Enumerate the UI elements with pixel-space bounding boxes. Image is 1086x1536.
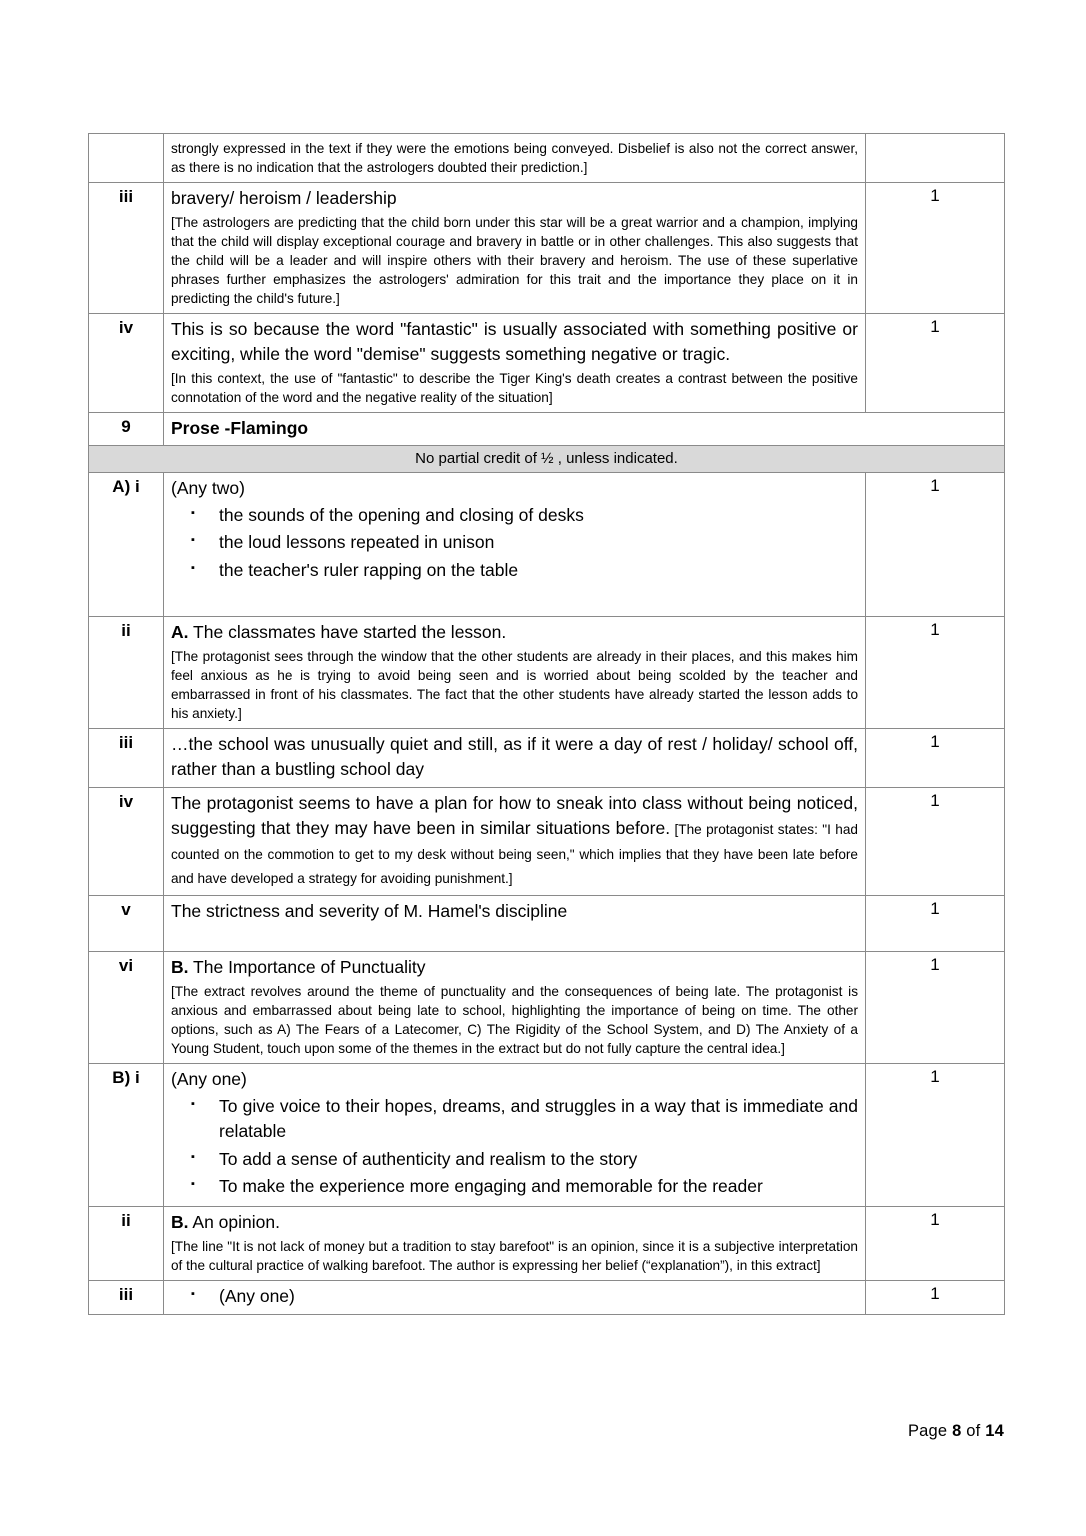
- list-item: [171, 1284, 858, 1309]
- marking-scheme-table: [88, 133, 1005, 1315]
- list-item: [171, 530, 858, 555]
- row-body-cell: [164, 617, 866, 729]
- section-header-row: [89, 412, 1005, 445]
- row-mark-cell: 1: [866, 1281, 1005, 1315]
- answer-text: [171, 620, 858, 645]
- row-number-cell: iv: [89, 787, 164, 895]
- commentary-text: [In this context, the use of "fantastic" to describe the Tiger King's death creates a contrast between the positive connotation of the word and the negative reality of the situation]: [171, 370, 858, 405]
- list-item: [171, 1094, 858, 1145]
- table-row: [89, 952, 1005, 1064]
- section-title-cell: [164, 412, 1005, 445]
- list-item-label: the sounds of the opening and closing of desks: [219, 505, 584, 526]
- row-mark-cell: 1: [866, 1064, 1005, 1207]
- row-body-cell: [164, 1207, 866, 1281]
- answer-text: This is so because the word "fantastic" is usually associated with something positive or exciting, while the word "demise" suggests something negative or tragic.: [171, 319, 858, 364]
- row-body-cell: [164, 314, 866, 413]
- row-number-cell: iii: [89, 729, 164, 788]
- row-mark-cell: [866, 134, 1005, 183]
- row-number-cell: vi: [89, 952, 164, 1064]
- row-mark-cell: 1: [866, 952, 1005, 1064]
- answer-text: (Any one): [171, 1069, 247, 1090]
- table-row: [89, 617, 1005, 729]
- list-item-label: the teacher's ruler rapping on the table: [219, 559, 519, 580]
- square-bullet-icon: ▪: [191, 1178, 195, 1191]
- row-number-cell: ii: [89, 1207, 164, 1281]
- note-text: No partial credit of ½ , unless indicated.: [89, 446, 1005, 473]
- inline-commentary-text: [The protagonist states: "I had counted on the commotion to get to my desk without being seen," which implies that they have been late before and have developed a strategy for avoiding punishment.]: [171, 821, 858, 887]
- row-number-cell: ii: [89, 617, 164, 729]
- row-mark-cell: 1: [866, 1207, 1005, 1281]
- row-number-cell: [89, 134, 164, 183]
- row-number-cell: A) i: [89, 473, 164, 617]
- footer-prefix: Page: [907, 1422, 948, 1440]
- row-body-cell: [164, 1064, 866, 1207]
- square-bullet-icon: ▪: [191, 1150, 195, 1163]
- row-mark-cell: 1: [866, 729, 1005, 788]
- list-item: [171, 1147, 858, 1172]
- answer-text: …the school was unusually quiet and still, as if it were a day of rest / holiday/ school off, rather than a bustling school day: [171, 734, 858, 780]
- table-row: [89, 896, 1005, 952]
- option-letter: B.: [171, 1212, 189, 1233]
- answer-text: (Any two): [171, 478, 245, 499]
- row-mark-cell: 1: [866, 617, 1005, 729]
- bullet-list: [171, 1094, 858, 1200]
- row-mark-cell: 1: [866, 787, 1005, 895]
- row-body-cell: [164, 729, 866, 788]
- commentary-text: strongly expressed in the text if they were the emotions being conveyed. Disbelief is also not the correct answer, as there is no indication that the astrologers doubted their prediction.]: [171, 141, 858, 176]
- commentary-text: [The astrologers are predicting that the child born under this star will be a great warrior and a champion, implying that the child will display exceptional courage and bravery in battle or in other challenges. This also suggests that the child will be a leader and will inspire others with their bravery and heroism. The use of these superlative phrases further emphasizes the astrologers' admiration for this trait and the importance they place on it in predicting the child's future.]: [171, 214, 858, 307]
- list-item-label: To add a sense of authenticity and realism to the story: [219, 1148, 638, 1169]
- table-row: [89, 729, 1005, 788]
- table-row: [89, 314, 1005, 413]
- answer-text: [171, 955, 858, 980]
- table-row: [89, 183, 1005, 314]
- row-number-cell: 9: [89, 412, 164, 445]
- row-body-cell: [164, 1281, 866, 1315]
- square-bullet-icon: ▪: [191, 507, 195, 520]
- table-row: [89, 1064, 1005, 1207]
- list-item-label: To make the experience more engaging and memorable for the reader: [219, 1176, 763, 1197]
- row-number-cell: v: [89, 896, 164, 952]
- section-title: Prose -Flamingo: [171, 417, 309, 438]
- list-item: [171, 503, 858, 528]
- answer-main: The protagonist seems to have a plan for how to sneak into class without being noticed, suggesting that they may have been in similar situations before.: [171, 792, 858, 838]
- list-item-label: To give voice to their hopes, dreams, and struggles in a way that is immediate and relatable: [219, 1095, 858, 1142]
- footer-page-total: 14: [985, 1422, 1004, 1440]
- commentary-text: [The protagonist sees through the window that the other students are already in their places, and this makes him feel anxious as he is trying to avoid being seen and is worried about being scolded by the teacher and embarrassed in front of his classmates. The fact that the other students have already started the lesson adds to his anxiety.]: [171, 649, 858, 722]
- row-body-cell: [164, 134, 866, 183]
- option-letter: B.: [171, 957, 189, 978]
- footer-middle: of: [966, 1422, 981, 1440]
- table-row: [89, 1207, 1005, 1281]
- row-mark-cell: 1: [866, 896, 1005, 952]
- footer-page-number: 8: [952, 1422, 962, 1440]
- answer-text: bravery/ heroism / leadership: [171, 188, 397, 209]
- answer-text: The strictness and severity of M. Hamel's discipline: [171, 901, 568, 922]
- commentary-text: [The line "It is not lack of money but a tradition to stay barefoot" is an opinion, since it is a subjective interpretation of the cultural practice of walking barefoot. The author is expressing her belief (“explanation”), in this extract]: [171, 1239, 858, 1274]
- row-body-cell: [164, 787, 866, 895]
- answer-text: [171, 1210, 858, 1235]
- answer-rest: An opinion.: [188, 1212, 280, 1233]
- table-row: [89, 787, 1005, 895]
- row-body-cell: [164, 473, 866, 617]
- bullet-list: [171, 503, 858, 583]
- list-item: [171, 1174, 858, 1199]
- row-body-cell: [164, 183, 866, 314]
- answer-rest: The Importance of Punctuality: [188, 957, 426, 978]
- list-item: [171, 558, 858, 583]
- square-bullet-icon: ▪: [191, 534, 195, 547]
- row-number-cell: iv: [89, 314, 164, 413]
- row-number-cell: iii: [89, 1281, 164, 1315]
- table-row: [89, 473, 1005, 617]
- square-bullet-icon: ▪: [191, 561, 195, 574]
- row-number-cell: iii: [89, 183, 164, 314]
- commentary-text: [The extract revolves around the theme of punctuality and the consequences of being late. The protagonist is anxious and embarrassed about being late to school, highlighting the importance of being on time. The other options, such as A) The Fears of a Latecomer, C) The Rigidity of the School System, and D) The Anxiety of a Young Student, touch upon some of the themes in the extract but do not fully capture the central idea.]: [171, 983, 858, 1057]
- table-row: [89, 134, 1005, 183]
- list-item-label: the loud lessons repeated in unison: [219, 532, 495, 553]
- row-mark-cell: 1: [866, 314, 1005, 413]
- square-bullet-icon: ▪: [191, 1097, 195, 1110]
- row-body-cell: [164, 952, 866, 1064]
- table-row: [89, 1281, 1005, 1315]
- row-mark-cell: 1: [866, 473, 1005, 617]
- answer-rest: The classmates have started the lesson.: [188, 622, 507, 643]
- option-letter: A.: [171, 622, 189, 643]
- page-footer: [908, 1422, 1004, 1441]
- row-number-cell: B) i: [89, 1064, 164, 1207]
- row-body-cell: [164, 896, 866, 952]
- list-item-label: (Any one): [219, 1286, 295, 1307]
- square-bullet-icon: ▪: [191, 1288, 195, 1301]
- answer-text: [171, 791, 858, 890]
- row-mark-cell: 1: [866, 183, 1005, 314]
- note-row: [89, 446, 1005, 473]
